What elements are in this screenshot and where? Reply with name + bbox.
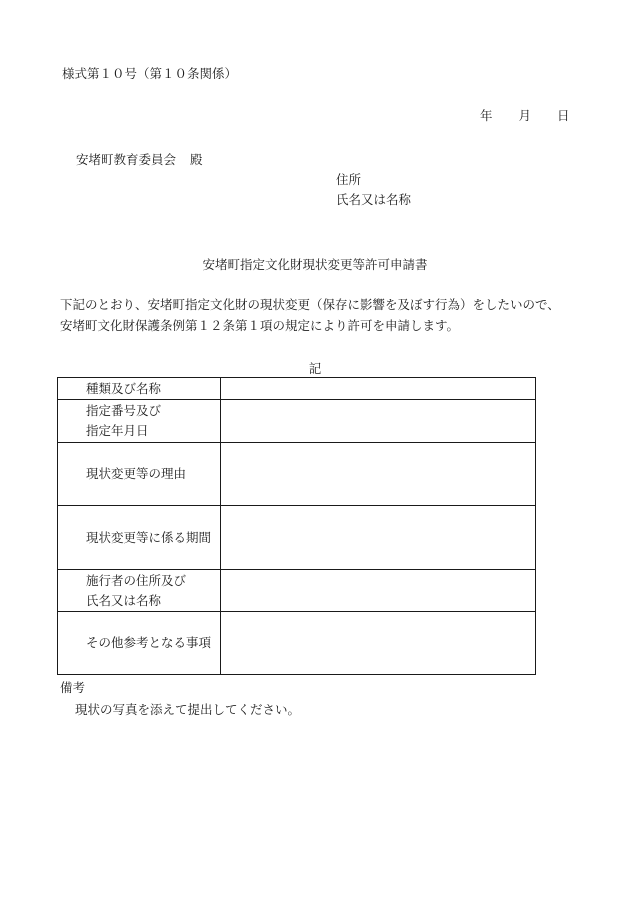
row-label xyxy=(58,612,221,675)
remarks-text: 現状の写真を添えて提出してください。 xyxy=(75,702,301,717)
form-number: 様式第１０号（第１０条関係） xyxy=(62,66,238,81)
row-label-line: 現状変更等の理由 xyxy=(86,466,187,481)
body-text-line-1: 下記のとおり、安堵町指定文化財の現状変更（保存に影響を及ぼす行為）をしたいので、 xyxy=(60,297,560,312)
row-label-line: 施行者の住所及び xyxy=(86,572,187,588)
ki-mark: 記 xyxy=(308,361,322,376)
row-label xyxy=(58,506,221,570)
addressee xyxy=(76,152,203,167)
applicant-name-label: 氏名又は名称 xyxy=(336,192,412,207)
row-value-cell[interactable] xyxy=(221,506,536,570)
row-label-line: 指定年月日 xyxy=(86,423,149,438)
table-row xyxy=(58,378,536,400)
row-label-line: 指定番号及び xyxy=(86,403,162,418)
date-month-label: 月 xyxy=(518,108,532,123)
table-row xyxy=(58,400,536,443)
table-row xyxy=(58,612,536,675)
row-label xyxy=(58,378,221,400)
body-text-line-2: 安堵町文化財保護条例第１２条第１項の規定により許可を申請します。 xyxy=(60,318,460,333)
date-line xyxy=(480,108,570,123)
row-label-line: 種類及び名称 xyxy=(86,380,162,396)
table-row xyxy=(58,506,536,570)
row-label-line: 現状変更等に係る期間 xyxy=(86,529,212,545)
application-table xyxy=(57,377,536,675)
remarks-label: 備考 xyxy=(60,680,86,695)
row-label xyxy=(58,400,221,443)
row-label-line: 氏名又は名称 xyxy=(86,592,162,608)
date-day-label: 日 xyxy=(557,108,570,123)
row-value-cell[interactable] xyxy=(221,570,536,612)
row-label xyxy=(58,570,221,612)
row-label-line: その他参考となる事項 xyxy=(86,635,212,650)
row-value-cell[interactable] xyxy=(221,400,536,443)
table-row xyxy=(58,443,536,506)
row-label xyxy=(58,443,221,506)
addressee-name: 安堵町教育委員会 xyxy=(76,152,177,167)
row-value-cell[interactable] xyxy=(221,378,536,400)
document-title: 安堵町指定文化財現状変更等許可申請書 xyxy=(202,257,428,272)
row-value-cell[interactable] xyxy=(221,612,536,675)
date-year-label: 年 xyxy=(480,108,493,123)
table-row xyxy=(58,570,536,612)
addressee-suffix: 殿 xyxy=(190,152,203,167)
applicant-address-label: 住所 xyxy=(336,172,362,187)
row-value-cell[interactable] xyxy=(221,443,536,506)
